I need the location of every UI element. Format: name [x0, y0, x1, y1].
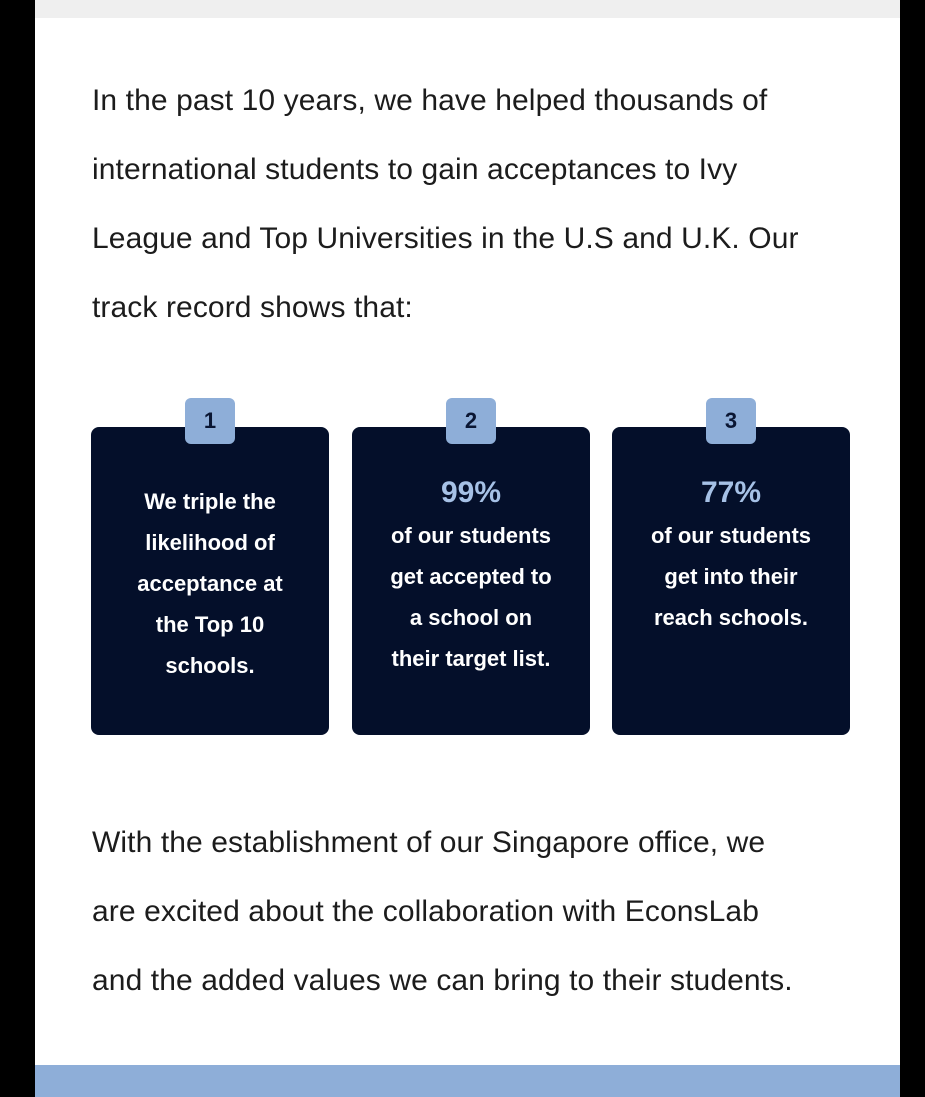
card-text-line: the Top 10	[155, 612, 265, 637]
card-text-line: likelihood of	[145, 530, 275, 555]
card-stat-value: 99%	[440, 476, 502, 509]
card-body	[103, 481, 317, 686]
outro-line: are excited about the collaboration with EconsLab	[92, 895, 759, 928]
card-text-line: of our students	[390, 523, 552, 548]
card-text-line: get into their	[664, 564, 798, 589]
card-number-badge: 3	[706, 398, 756, 444]
card-text-line: get accepted to	[390, 564, 552, 589]
track-record-card-1	[91, 408, 329, 735]
intro-paragraph	[92, 66, 862, 342]
card-text-line: a school on	[409, 605, 533, 630]
card-text-line: reach schools.	[653, 605, 809, 630]
bottom-bar	[35, 1065, 900, 1097]
card-stat-value: 77%	[700, 476, 762, 509]
outro-line: and the added values we can bring to their students.	[92, 964, 793, 997]
intro-line: international students to gain acceptances to Ivy	[92, 153, 738, 186]
card-number-badge: 2	[446, 398, 496, 444]
card-body	[364, 473, 578, 679]
card-text-line: schools.	[165, 653, 255, 678]
card-text-line: of our students	[650, 523, 812, 548]
card-text-line: their target list.	[391, 646, 551, 671]
top-strip	[35, 0, 900, 18]
outro-line: With the establishment of our Singapore office, we	[92, 826, 766, 859]
track-record-cards	[91, 398, 851, 738]
card-number-badge: 1	[185, 398, 235, 444]
card-body	[624, 473, 838, 638]
track-record-card-3	[612, 408, 850, 735]
intro-line: track record shows that:	[92, 291, 413, 324]
content-page	[35, 0, 900, 1097]
outro-paragraph	[92, 808, 872, 1015]
intro-line: League and Top Universities in the U.S and U.K. Our	[92, 222, 799, 255]
intro-line: In the past 10 years, we have helped thousands of	[92, 84, 768, 117]
track-record-card-2	[352, 408, 590, 735]
card-text-line: acceptance at	[137, 571, 283, 596]
card-text-line: We triple the	[144, 489, 276, 514]
